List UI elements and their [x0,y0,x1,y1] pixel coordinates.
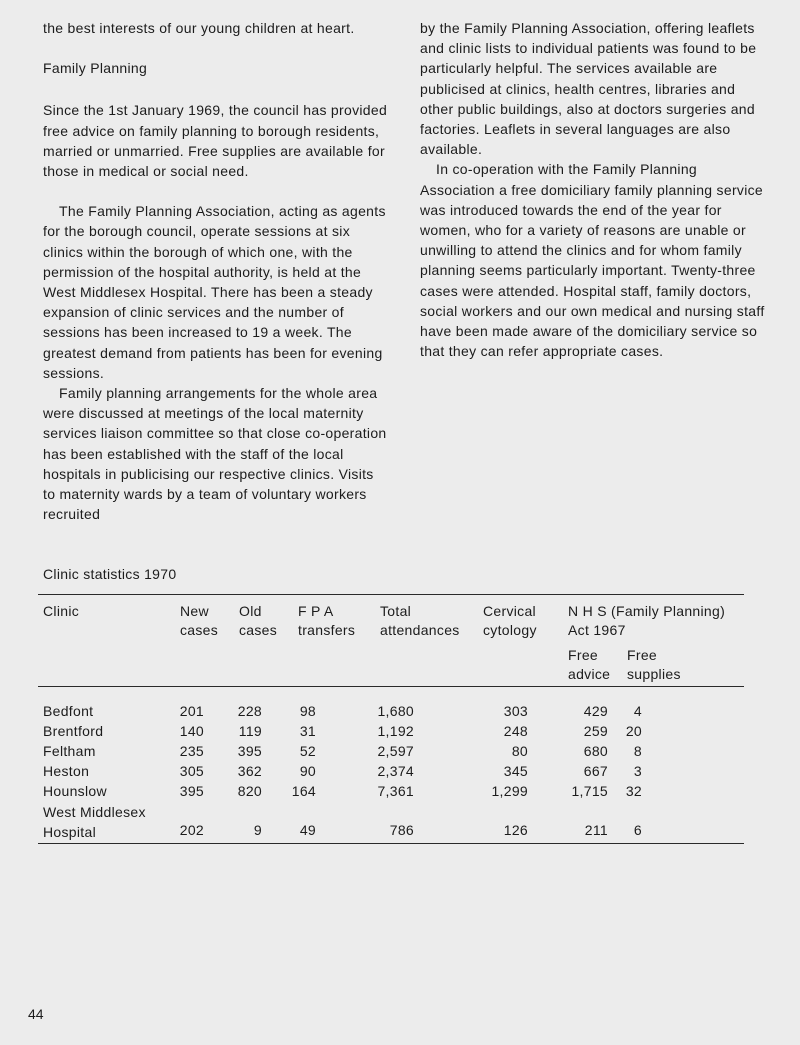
cell-free-advice: 680 [583,743,608,759]
cell-fpa-transfers: 31 [299,723,316,739]
cell-new-cases: 202 [179,822,204,838]
cell-free-supplies: 6 [633,822,642,838]
cell-free-advice: 429 [583,703,608,719]
cell-fpa-transfers: 164 [291,783,316,799]
cell-cervical-cytology: 303 [503,703,528,719]
cell-clinic: Brentford [43,723,104,739]
table-title: Clinic statistics 1970 [43,566,177,582]
cell-fpa-transfers: 90 [299,763,316,779]
paragraph: The Family Planning Association, acting as agents for the borough council, operate sessions at six clinics within the borough of which one, with the permission of the hospital authority, is held at the West Middlesex Hospital. There has been a steady expansion of clinic services and the number of sessions has been increased to 19 a week. The greatest demand from patients has been for evening sessions. [43,203,386,381]
paragraph: the best interests of our young children at heart. [43,20,355,36]
cell-old-cases: 820 [237,783,262,799]
cell-free-advice: 211 [584,822,608,838]
cell-total-attendances: 786 [389,822,414,838]
cell-old-cases: 395 [237,743,262,759]
cell-free-supplies: 20 [625,723,642,739]
cell-clinic: Hounslow [43,783,107,799]
header-old-cases: Old cases [239,603,278,638]
header-total-attendances: Total attendances [380,603,460,638]
page-number: 44 [28,1006,44,1022]
cell-cervical-cytology: 248 [503,723,528,739]
paragraph: by the Family Planning Association, offering leaflets and clinic lists to individual patients was found to be particularly helpful. The services available are publicised at clinics, health centres, libraries and other public buildings, also at doctors surgeries and factories. Leaflets in several languages are also available. [420,20,757,158]
paragraph: In co-operation with the Family Planning Association a free domiciliary family planning service was introduced towards the end of the year for women, who for a variety of reasons are unable or unwilling to attend the clinics and for whom family planning seems particularly important. Twenty-three cases were attended. Hospital staff, family doctors, social workers and our own medical and nursing staff have been made aware of the domiciliary service so that they can refer appropriate cases. [420,161,765,360]
cell-free-supplies: 32 [625,783,642,799]
cell-total-attendances: 1,192 [377,723,414,739]
table-rule-bottom [38,843,744,844]
cell-new-cases: 305 [179,763,204,779]
cell-free-advice: 259 [583,723,608,739]
cell-total-attendances: 7,361 [377,783,414,799]
header-free-advice: Free advice [568,647,611,682]
table-rule-top [38,594,744,595]
cell-free-supplies: 8 [633,743,642,759]
cell-clinic: Feltham [43,743,96,759]
header-cervical-cytology: Cervical cytology [483,603,537,638]
cell-total-attendances: 2,374 [377,763,414,779]
paragraph: Family planning arrangements for the whole area were discussed at meetings of the local maternity services liaison committee so that close co-operation has been established with the staff of the local hospitals in publicising our respective clinics. Visits to maternity wards by a team of voluntary workers recruited [43,385,387,523]
paragraph: Since the 1st January 1969, the council has provided free advice on family planning to borough residents, married or unmarried. Free supplies are available for those in medical or social need. [43,102,388,180]
cell-cervical-cytology: 345 [503,763,528,779]
cell-total-attendances: 2,597 [377,743,414,759]
cell-clinic: Heston [43,763,90,779]
cell-clinic: West Middlesex Hospital [43,804,146,840]
cell-cervical-cytology: 80 [511,743,528,759]
cell-clinic: Bedfont [43,703,94,719]
header-free-supplies: Free supplies [627,647,681,682]
header-new-cases: New cases [180,603,219,638]
section-heading: Family Planning [43,60,148,77]
cell-old-cases: 362 [237,763,262,779]
cell-fpa-transfers: 52 [299,743,316,759]
left-text-column [43,18,388,524]
cell-free-supplies: 4 [633,703,642,719]
cell-old-cases: 119 [238,723,262,739]
cell-total-attendances: 1,680 [377,703,414,719]
header-nhs-act: N H S (Family Planning) Act 1967 [568,603,726,638]
cell-new-cases: 395 [179,783,204,799]
right-text-column [420,18,770,361]
header-fpa-transfers: F P A transfers [298,603,356,638]
cell-free-advice: 1,715 [571,783,608,799]
cell-free-advice: 667 [583,763,608,779]
cell-fpa-transfers: 49 [299,822,316,838]
header-clinic: Clinic [43,603,80,619]
cell-new-cases: 201 [179,703,204,719]
cell-old-cases: 9 [253,822,262,838]
table-rule-header [38,686,744,687]
cell-new-cases: 235 [179,743,204,759]
cell-old-cases: 228 [237,703,262,719]
cell-cervical-cytology: 126 [503,822,528,838]
cell-fpa-transfers: 98 [299,703,316,719]
cell-free-supplies: 3 [633,763,642,779]
cell-cervical-cytology: 1,299 [491,783,528,799]
cell-new-cases: 140 [179,723,204,739]
